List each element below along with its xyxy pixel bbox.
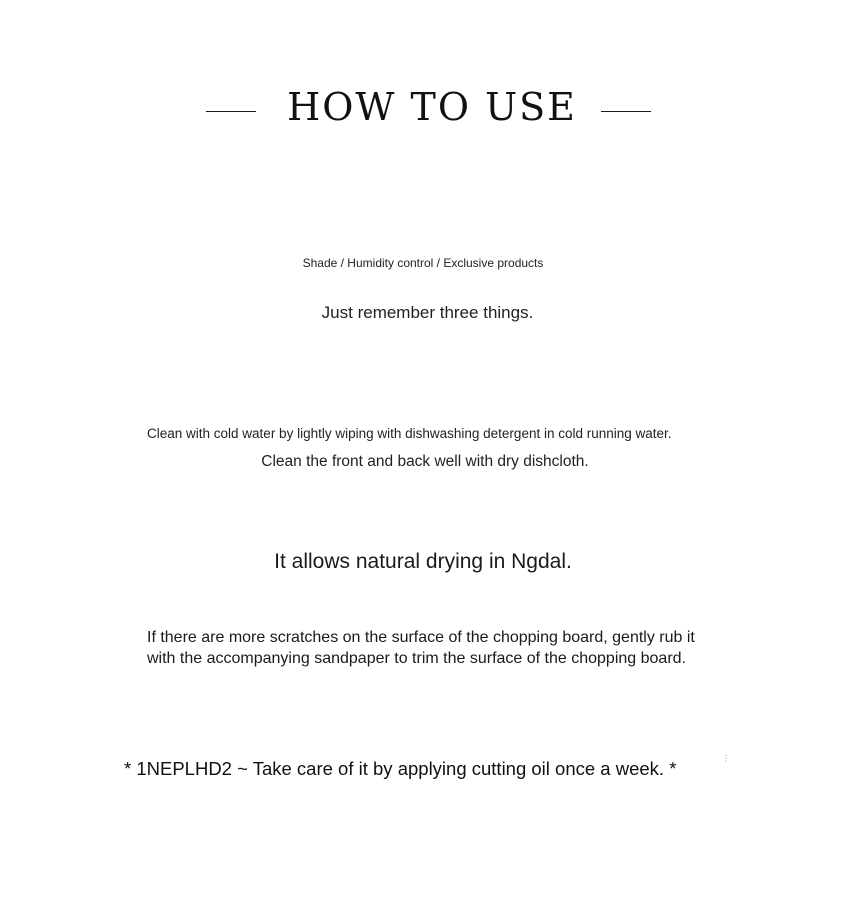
scratch-care-line-1: If there are more scratches on the surface of the chopping board, gently rub it xyxy=(147,629,695,646)
natural-drying-instruction: It allows natural drying in Ngdal. xyxy=(274,550,572,573)
page-title xyxy=(0,82,860,132)
cleaning-instruction: Clean with cold water by lightly wiping with dishwashing detergent in cold running water. xyxy=(147,426,672,441)
page-title-text: HOW TO USE xyxy=(287,85,577,129)
scratch-care-instruction xyxy=(147,627,747,669)
tagline: Just remember three things. xyxy=(321,303,534,322)
subtitle: Shade / Humidity control / Exclusive products xyxy=(302,256,544,270)
scratch-care-line-2: with the accompanying sandpaper to trim the surface of the chopping board. xyxy=(147,650,686,667)
drying-cloth-instruction: Clean the front and back well with dry dishcloth. xyxy=(261,453,589,470)
small-mark-glyph: ⋮ xyxy=(722,754,730,763)
oil-care-note: * 1NEPLHD2 ~ Take care of it by applying cutting oil once a week. * xyxy=(124,758,677,779)
